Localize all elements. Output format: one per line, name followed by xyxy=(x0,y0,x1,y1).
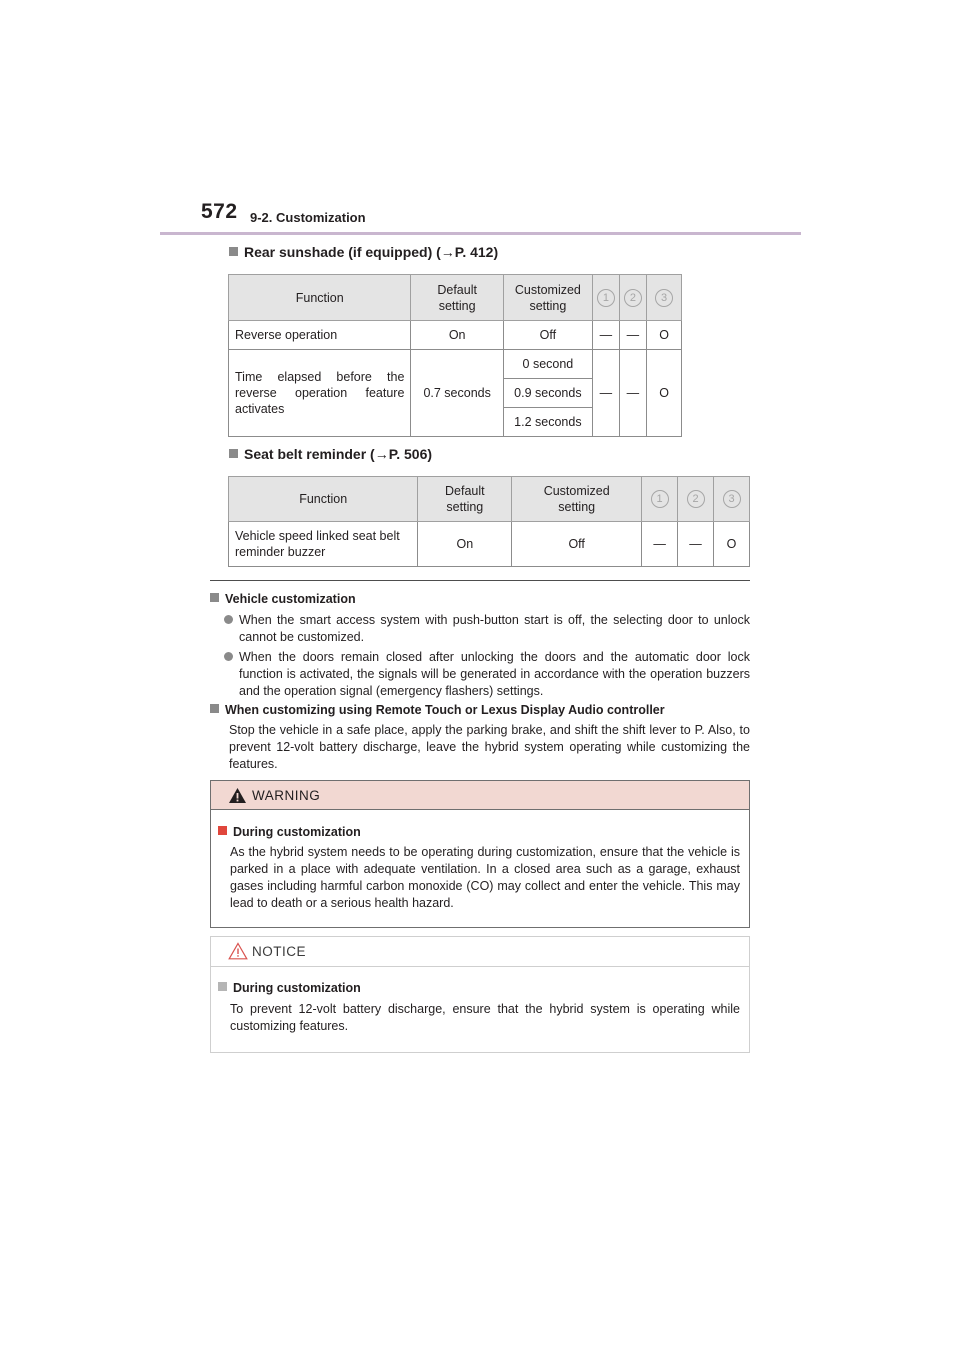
method-1-icon: 1 xyxy=(597,289,615,307)
default-cell: 0.7 seconds xyxy=(411,350,503,437)
notice-triangle-icon xyxy=(228,942,248,960)
method-1-cell: — xyxy=(592,350,619,437)
method-3-cell: O xyxy=(646,321,681,350)
customized-header-text: Customized setting xyxy=(543,484,610,514)
notice-box xyxy=(210,936,750,1053)
method-2-icon: 2 xyxy=(687,490,705,508)
list-item-text: When the doors remain closed after unlocking the doors and the automatic door lock function is activated, the signals will be generated in accordance with the operation buzzers and the operation signal (emergency flashers) settings. xyxy=(239,650,750,698)
square-bullet-icon xyxy=(218,826,227,835)
table-row xyxy=(229,522,750,567)
rear-sunshade-table xyxy=(228,274,750,437)
warning-text: As the hybrid system needs to be operating during customization, ensure that the vehicle is parked in a place with adequate ventilation. In a closed area such as a garage, exhaust gases including harmful carbon monoxide (CO) may collect and enter the vehicle. This may lead to death or a serious health hazard. xyxy=(230,845,740,910)
bullet-dot-icon xyxy=(224,652,233,661)
notice-header xyxy=(211,937,749,967)
default-header xyxy=(411,275,503,321)
bullet-dot-icon xyxy=(224,615,233,624)
list-item-text: When the smart access system with push-button start is off, the selecting door to unlock cannot be customized. xyxy=(239,613,750,644)
warning-title: WARNING xyxy=(252,788,321,803)
customized-header xyxy=(503,275,592,321)
method-2-header xyxy=(619,275,646,321)
method-2-header xyxy=(678,477,714,522)
method-1-header xyxy=(642,477,678,522)
remote-touch-title-text: When customizing using Remote Touch or Lexus Display Audio controller xyxy=(225,703,665,717)
seat-belt-heading xyxy=(229,446,432,462)
method-3-header xyxy=(646,275,681,321)
remote-touch-title xyxy=(210,703,665,717)
notes-divider xyxy=(210,580,750,581)
method-3-icon: 3 xyxy=(723,490,741,508)
section-title: 9-2. Customization xyxy=(250,210,366,225)
table-header-row xyxy=(229,275,750,321)
notice-subtitle xyxy=(218,981,361,995)
customized-cell: Off xyxy=(503,321,592,350)
default-header xyxy=(418,477,512,522)
method-1-icon: 1 xyxy=(651,490,669,508)
method-3-cell: O xyxy=(646,350,681,437)
square-bullet-icon xyxy=(210,593,219,602)
list-item xyxy=(224,612,750,646)
default-header-text: Default setting xyxy=(437,282,477,313)
method-2-cell: — xyxy=(619,350,646,437)
warning-box xyxy=(210,780,750,928)
customized-header xyxy=(512,477,642,522)
method-2-cell: — xyxy=(678,522,714,567)
square-bullet-icon xyxy=(210,704,219,713)
method-2-cell: — xyxy=(619,321,646,350)
seat-belt-table xyxy=(228,476,750,567)
vehicle-customization-title xyxy=(210,592,356,606)
method-1-cell: — xyxy=(592,321,619,350)
seat-belt-heading-text: Seat belt reminder (→P. 506) xyxy=(244,446,433,462)
notice-subtitle-text: During customization xyxy=(233,981,361,995)
function-cell: Reverse operation xyxy=(229,321,411,350)
warning-subtitle-text: During customization xyxy=(233,825,361,839)
default-cell: On xyxy=(411,321,503,350)
default-header-text: Default setting xyxy=(445,484,485,514)
vehicle-customization-title-text: Vehicle customization xyxy=(225,592,356,606)
square-bullet-icon xyxy=(218,982,227,991)
customized-header-text: Customized setting xyxy=(514,282,581,313)
method-1-cell: — xyxy=(642,522,678,567)
page-number: 572 xyxy=(201,200,238,223)
method-3-cell: O xyxy=(714,522,750,567)
method-3-header xyxy=(714,477,750,522)
method-2-icon: 2 xyxy=(624,289,642,307)
customized-cell: 0 second xyxy=(503,350,592,379)
notice-title: NOTICE xyxy=(252,944,307,959)
method-1-header xyxy=(592,275,619,321)
function-header: Function xyxy=(229,477,418,522)
warning-triangle-icon xyxy=(228,787,247,804)
default-cell: On xyxy=(418,522,512,567)
rear-sunshade-heading xyxy=(229,244,498,260)
square-bullet-icon xyxy=(229,247,238,256)
list-item xyxy=(224,649,750,700)
table-row xyxy=(229,321,750,350)
table-row xyxy=(229,350,750,379)
square-bullet-icon xyxy=(229,449,238,458)
function-header: Function xyxy=(229,275,411,321)
function-cell: Vehicle speed linked seat belt reminder buzzer xyxy=(229,522,418,567)
rear-sunshade-heading-text: Rear sunshade (if equipped) (→P. 412) xyxy=(244,244,499,260)
method-3-icon: 3 xyxy=(655,289,673,307)
header-rule xyxy=(160,232,801,235)
customized-cell: 0.9 seconds xyxy=(503,379,592,408)
function-cell: Time elapsed before the reverse operation feature activates xyxy=(229,350,411,437)
remote-touch-paragraph: Stop the vehicle in a safe place, apply the parking brake, and shift the shift lever to P. Also, to prevent 12-volt battery discharge, leave the hybrid system operating while customizing the features. xyxy=(229,723,750,771)
warning-subtitle xyxy=(218,825,361,839)
notice-text: To prevent 12-volt battery discharge, ensure that the hybrid system is operating while customizing features. xyxy=(230,1002,740,1033)
warning-header xyxy=(211,781,749,810)
table-header-row xyxy=(229,477,750,522)
customized-cell: 1.2 seconds xyxy=(503,408,592,437)
customized-cell: Off xyxy=(512,522,642,567)
